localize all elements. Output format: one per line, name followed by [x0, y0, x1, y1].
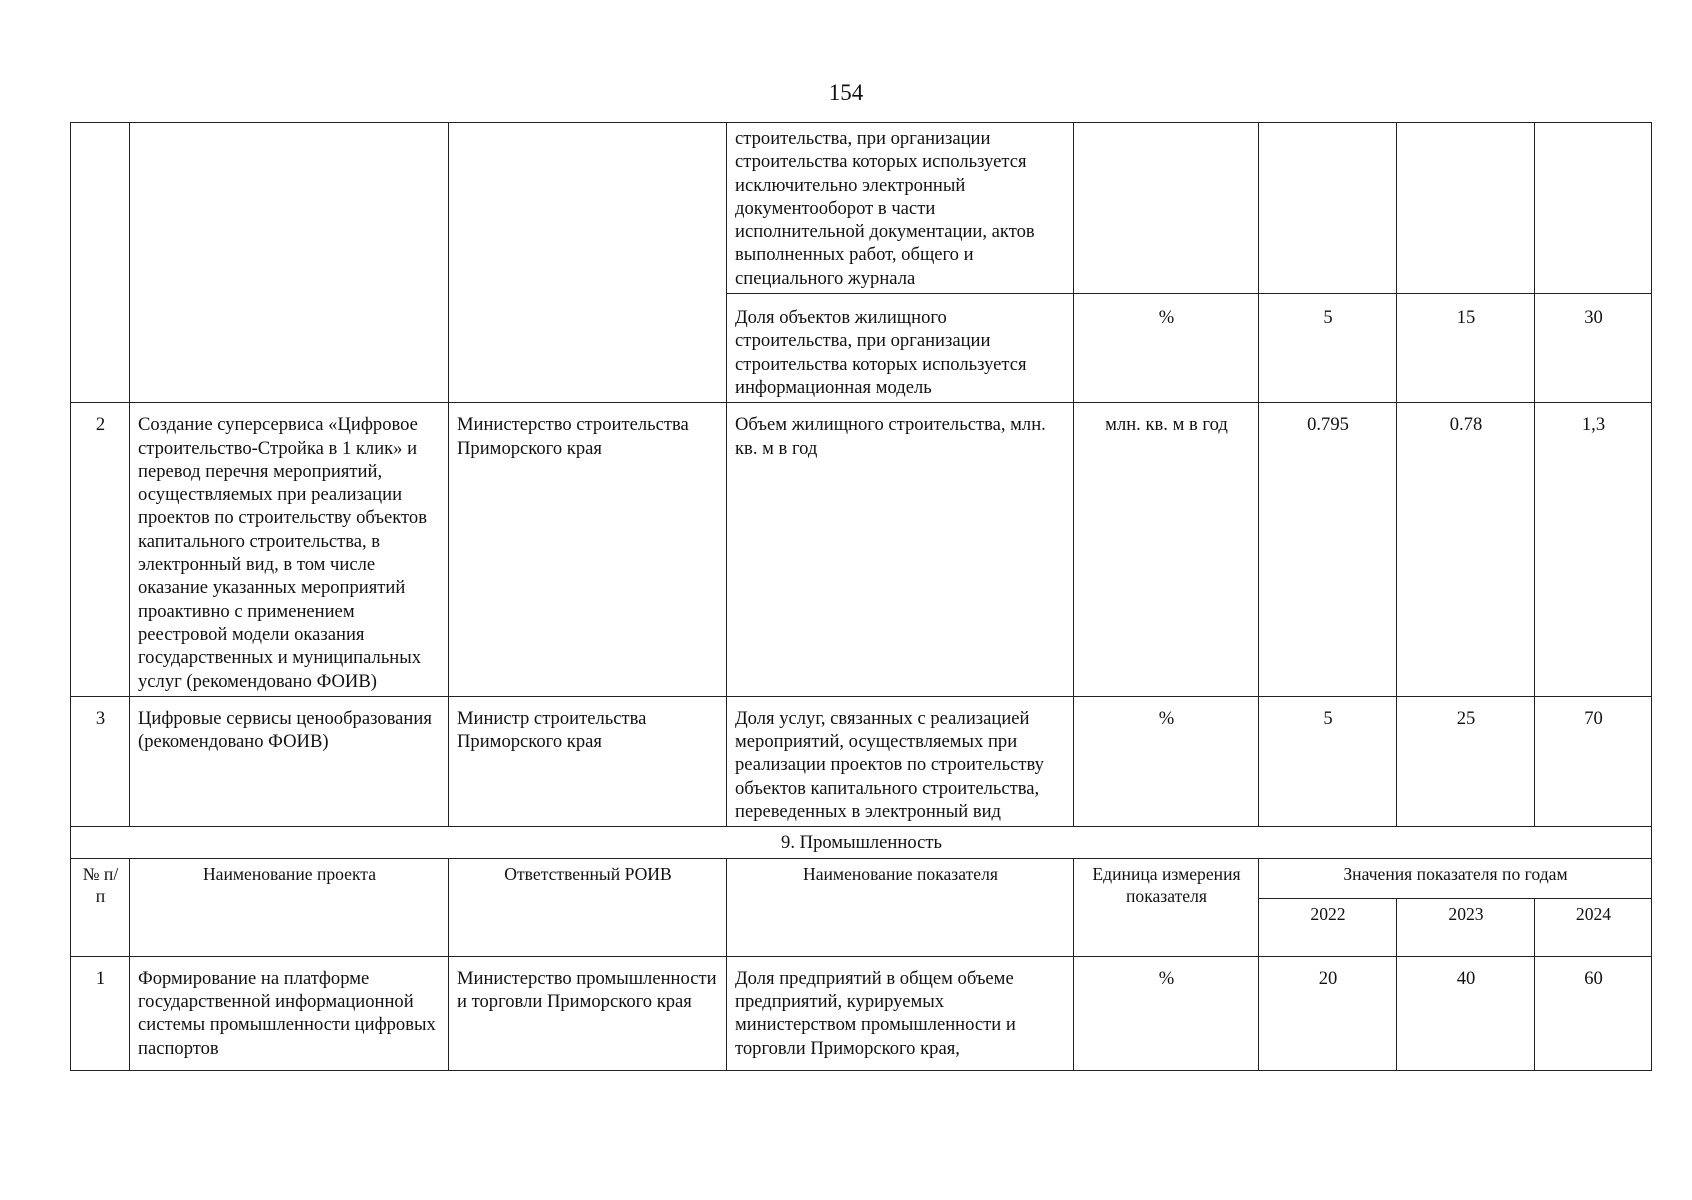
header-roiv: Ответственный РОИВ — [449, 858, 727, 956]
responsible-roiv-cell: Министерство промышленности и торговли Приморского края — [449, 956, 727, 1070]
row-number-cell — [71, 123, 130, 403]
value-2023-cell: 40 — [1397, 956, 1535, 1070]
value-2023-cell: 15 — [1397, 294, 1535, 403]
value-2022-cell: 5 — [1259, 294, 1397, 403]
value-2023-cell: 0.78 — [1397, 403, 1535, 697]
responsible-roiv-cell: Министерство строительства Приморского края — [449, 403, 727, 697]
header-year-2023: 2023 — [1397, 898, 1535, 956]
table-row — [71, 403, 1652, 697]
indicators-table — [70, 122, 1652, 1071]
indicator-name-cell: Доля услуг, связанных с реализацией мероприятий, осуществляемых при реализации проектов по строительству объектов капитального строительства, переведенных в электронный вид — [727, 696, 1074, 826]
indicator-name-cell: Доля объектов жилищного строительства, при организации строительства которых используется информационная модель — [727, 294, 1074, 403]
header-indicator: Наименование показателя — [727, 858, 1074, 956]
table-row — [71, 956, 1652, 1070]
indicator-name-cell: строительства, при организации строительства которых используется исключительно электронный документооборот в части исполнительной документации, актов выполненных работ, общего и специального журнала — [727, 123, 1074, 294]
header-num: № п/п — [71, 858, 130, 956]
value-2024-cell: 70 — [1535, 696, 1652, 826]
header-years-group: Значения показателя по годам — [1259, 858, 1652, 898]
responsible-roiv-cell: Министр строительства Приморского края — [449, 696, 727, 826]
value-2023-cell: 25 — [1397, 696, 1535, 826]
row-number-cell: 1 — [71, 956, 130, 1070]
section-row — [71, 827, 1652, 858]
header-row — [71, 858, 1652, 898]
section-title: 9. Промышленность — [71, 827, 1652, 858]
value-2024-cell: 60 — [1535, 956, 1652, 1070]
responsible-roiv-cell — [449, 123, 727, 403]
value-2024-cell: 30 — [1535, 294, 1652, 403]
project-name-cell: Цифровые сервисы ценообразования (рекомендовано ФОИВ) — [130, 696, 449, 826]
header-year-2024: 2024 — [1535, 898, 1652, 956]
unit-cell: % — [1074, 696, 1259, 826]
table-row — [71, 696, 1652, 826]
unit-cell: % — [1074, 956, 1259, 1070]
table-row — [71, 123, 1652, 294]
project-name-cell: Создание суперсервиса «Цифровое строительство-Стройка в 1 клик» и перевод перечня мероприятий, осуществляемых при реализации проектов по строительству объектов капитального строительства, в электронный вид, в том числе оказание указанных мероприятий проактивно с применением реестровой модели оказания государственных и муниципальных услуг (рекомендовано ФОИВ) — [130, 403, 449, 697]
project-name-cell: Формирование на платформе государственной информационной системы промышленности цифровых паспортов — [130, 956, 449, 1070]
value-2024-cell — [1535, 123, 1652, 294]
row-number-cell: 2 — [71, 403, 130, 697]
unit-cell: % — [1074, 294, 1259, 403]
unit-cell — [1074, 123, 1259, 294]
row-number-cell: 3 — [71, 696, 130, 826]
page-number: 154 — [828, 80, 864, 105]
header-year-2022: 2022 — [1259, 898, 1397, 956]
value-2022-cell: 0.795 — [1259, 403, 1397, 697]
header-project: Наименование проекта — [130, 858, 449, 956]
project-name-cell — [130, 123, 449, 403]
value-2024-cell: 1,3 — [1535, 403, 1652, 697]
header-unit: Единица измерения показателя — [1074, 858, 1259, 956]
value-2022-cell: 5 — [1259, 696, 1397, 826]
value-2022-cell: 20 — [1259, 956, 1397, 1070]
indicator-name-cell: Доля предприятий в общем объеме предприятий, курируемых министерством промышленности и торговли Приморского края, — [727, 956, 1074, 1070]
indicator-name-cell: Объем жилищного строительства, млн. кв. м в год — [727, 403, 1074, 697]
value-2022-cell — [1259, 123, 1397, 294]
unit-cell: млн. кв. м в год — [1074, 403, 1259, 697]
value-2023-cell — [1397, 123, 1535, 294]
